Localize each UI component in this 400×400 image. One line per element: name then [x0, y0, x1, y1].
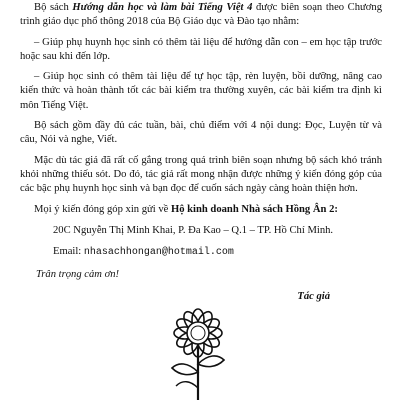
book-title: Hướng dẫn học và làm bài Tiếng Việt 4: [72, 2, 253, 13]
feedback-paragraph: Mặc dù tác giả đã rất cố gắng trong quá trình biên soạn nhưng bộ sách khó tránh khỏi những thiếu sót. Do đó, tác giả rất mong nhận được những ý kiến đóng góp của các bậc phụ huynh học sinh và bạn đọc để cuốn sách ngày càng hoàn thiện hơn.: [20, 154, 382, 195]
bullet-parents: – Giúp phụ huynh học sinh có thêm tài liệu để hướng dẫn con – em học tập trước hoặc sau khi đến lớp.: [20, 36, 382, 62]
content-paragraph: Bộ sách gồm đầy đủ các tuần, bài, chủ điểm với 4 nội dung: Đọc, Luyện từ và câu, Nói và nghe, Viết.: [20, 120, 382, 146]
bullet-students: – Giúp học sinh có thêm tài liệu để tự học tập, rèn luyện, bồi dưỡng, nâng cao kiến thức và hoàn thành tốt các bài kiểm tra thường xuyên, các bài kiểm tra định kì môn Tiếng Việt.: [20, 71, 382, 111]
flower-ornament-icon: [162, 300, 234, 400]
publisher-address: 20C Nguyễn Thị Minh Khai, P. Đa Kao – Q.1 – TP. Hồ Chí Minh.: [53, 224, 334, 236]
thanks-line: Trân trọng cảm ơn!: [36, 268, 120, 280]
email-line: [20, 245, 382, 260]
contact-line: [20, 203, 382, 217]
intro-pre: Bộ sách: [34, 2, 73, 13]
author-signature: Tác giả: [297, 291, 330, 302]
contact-pre: Mọi ý kiến đóng góp xin gửi về: [34, 203, 171, 215]
contact-colon: :: [334, 203, 338, 215]
email-label: Email:: [53, 245, 84, 257]
intro-paragraph: [20, 1, 382, 29]
email-address: nhasachhongan@hotmail.com: [83, 246, 234, 258]
publisher-name: Hộ kinh doanh Nhà sách Hồng Ân 2: [170, 203, 335, 215]
intro-post: được biên soạn theo Chương trình giáo dục phổ thông 2018 của Bộ Giáo dục và Đào tạo nhằm:: [20, 2, 382, 28]
